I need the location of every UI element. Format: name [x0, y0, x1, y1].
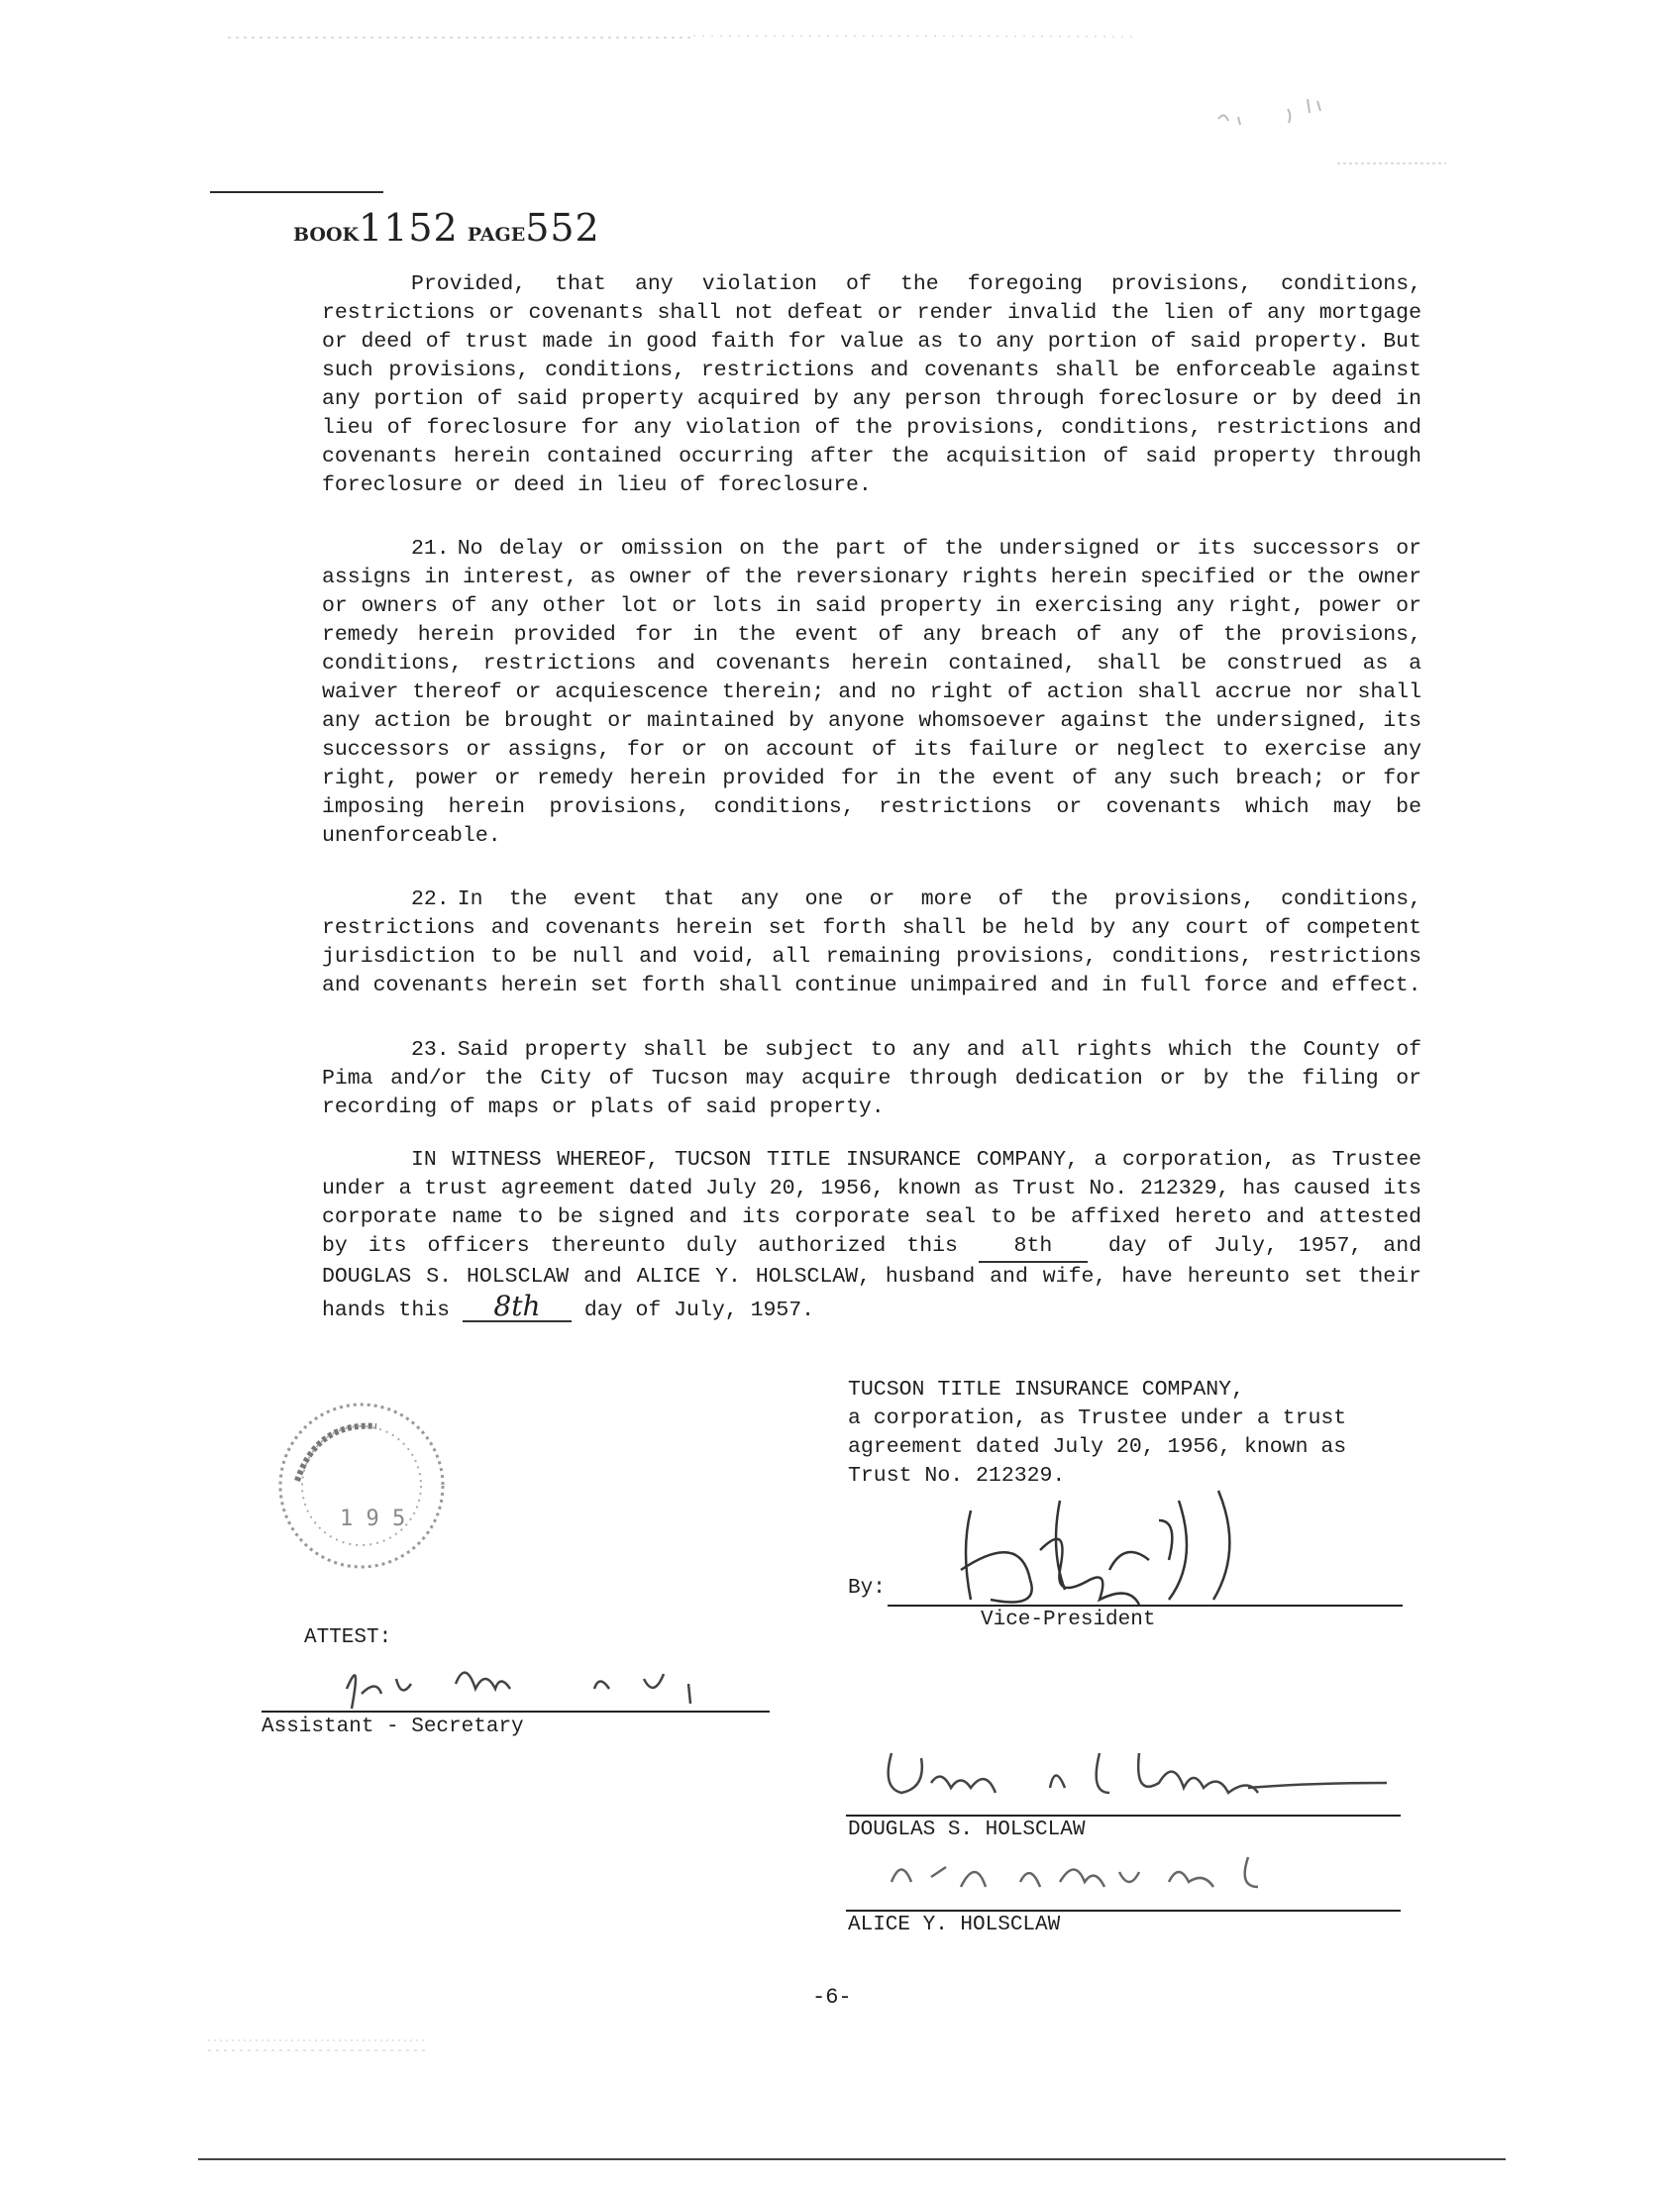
page-number: -6- [812, 1985, 852, 2010]
paragraph-22 [322, 885, 1421, 1000]
book-number: 1152 [359, 206, 459, 250]
paragraph-text: Provided, that any violation of the foregoing provisions, conditions, restrictions or covenants shall not defeat or render invalid the lien of any mortgage or deed of trust made in good faith for value as to any portion of said property. But such provisions, conditions, restrictions and covenants shall be enforceable against any portion of said property acquired by any person through foreclosure or by deed in lieu of foreclosure for any violation of the provisions, conditions, restrictions and covenants herein contained occurring after the acquisition of said property through foreclosure or deed in lieu of foreclosure. [322, 272, 1421, 497]
company-detail-line: Trust No. 212329. [848, 1464, 1066, 1488]
douglas-holsclaw-name: DOUGLAS S. HOLSCLAW [848, 1819, 1086, 1841]
vice-president-label: Vice-President [981, 1609, 1156, 1631]
witness-text-3: day of July, 1957. [583, 1299, 815, 1322]
company-signature-block [848, 1376, 1346, 1491]
paragraph-number: 21. [411, 537, 450, 561]
bottom-rule [198, 2158, 1506, 2160]
vice-president-signature-line [888, 1605, 1403, 1607]
douglas-signature-line [846, 1815, 1401, 1817]
book-page-reference [293, 206, 600, 250]
witness-paragraph [322, 1146, 1421, 1325]
paragraph-23 [322, 1036, 1421, 1122]
alice-signature-line [846, 1910, 1401, 1912]
paragraph-number: 23. [411, 1038, 450, 1062]
witness-text-2: day of July, 1957, and DOUGLAS S. HOLSCLAW and ALICE Y. HOLSCLAW, husband and wife, have hereunto set their hands this [322, 1234, 1422, 1322]
paragraph-text: Said property shall be subject to any and all rights which the County of Pima and/or the City of Tucson may acquire through dedication or by the filing or recording of maps or plats of said property. [322, 1038, 1421, 1119]
alice-holsclaw-signature [872, 1842, 1347, 1912]
by-label: By: [848, 1577, 886, 1600]
paragraph-provided [322, 270, 1421, 500]
attest-signature-line [262, 1711, 770, 1713]
paragraph-text: In the event that any one or more of the provisions, conditions, restrictions and covenants herein set forth shall be held by any court of competent jurisdiction to be null and void, all remaining provisions, conditions, restrictions and covenants herein set forth shall continue unimpaired and in full force and effect. [322, 887, 1421, 997]
witness-text-1: IN WITNESS WHEREOF, TUCSON TITLE INSURANCE COMPANY, a corporation, as Trustee under a trust agreement dated July 20, 1956, known as Trust No. 212329, has caused its corporate name to be signed and its corporate seal to be affixed hereto and attested by its officers thereunto duly authorized this [322, 1148, 1421, 1258]
page-number-ref: 552 [525, 206, 600, 250]
company-detail-line: agreement dated July 20, 1956, known as [848, 1435, 1347, 1459]
alice-holsclaw-name: ALICE Y. HOLSCLAW [848, 1914, 1061, 1936]
attest-label: ATTEST: [304, 1626, 392, 1649]
scan-noise-bottom [0, 2021, 1680, 2159]
douglas-holsclaw-signature [852, 1743, 1407, 1822]
vice-president-signature [931, 1491, 1268, 1610]
scan-noise-corner [1199, 69, 1456, 178]
top-rule [210, 191, 383, 193]
book-label: BOOK [293, 224, 360, 246]
paragraph-number: 22. [411, 887, 450, 911]
paragraph-21 [322, 535, 1421, 851]
assistant-secretary-label: Assistant - Secretary [262, 1716, 524, 1738]
day-blank-holsclaw: 8th [463, 1292, 572, 1322]
paragraph-text: No delay or omission on the part of the undersigned or its successors or assigns in interest, as owner of the reversionary rights herein specified or the owner or owners of any other lot or lots in said property in exercising any right, power or remedy herein provided for in the event of any breach of any of the provisions, conditions, restrictions and covenants herein contained, shall be construed as a waiver thereof or acquiescence therein; and no right of action shall accrue nor shall any action be brought or maintained by anyone whomsoever against the undersigned, its successors or assigns, for or on account of its failure or neglect to exercise any right, power or remedy herein provided for in the event of any such breach; or for imposing herein provisions, conditions, restrictions or covenants which may be unenforceable. [322, 537, 1421, 848]
corporate-seal [253, 1387, 471, 1585]
assistant-secretary-signature [327, 1649, 743, 1718]
page-label: PAGE [467, 224, 526, 246]
day-blank-company: 8th [979, 1232, 1088, 1263]
company-name-line: TUCSON TITLE INSURANCE COMPANY, [848, 1378, 1244, 1402]
seal-year-text: 1 9 5 [340, 1507, 406, 1531]
company-detail-line: a corporation, as Trustee under a trust [848, 1406, 1347, 1430]
